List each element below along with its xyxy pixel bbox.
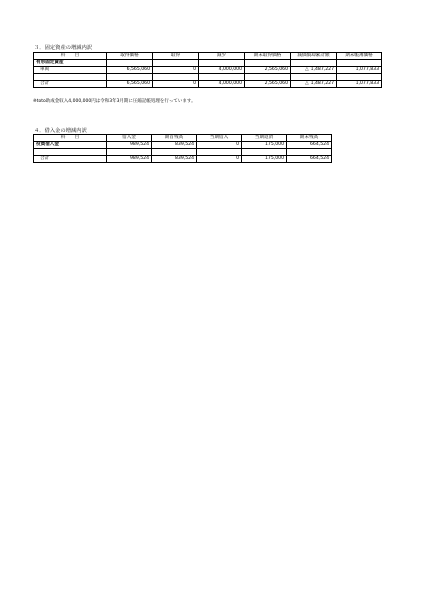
cell: 175,000 — [242, 142, 287, 149]
footnote: ※toto助成金収入4,000,000円は令和3年3月期に圧縮記帳処理を行っています。 — [33, 99, 196, 104]
cell: 2,565,060 — [245, 81, 291, 88]
fixed-assets-table — [33, 52, 382, 88]
section4-title: ４．借入金の増減内訳 — [34, 128, 87, 134]
cell: 175,000 — [242, 156, 287, 163]
cell: 0 — [197, 142, 242, 149]
table-row — [34, 142, 332, 149]
cell: △ 1,487,227 — [291, 67, 337, 74]
col-header-subject: 科 目 — [34, 53, 107, 60]
col-header-borrowed: 当期借入 — [197, 135, 242, 142]
row-label: 車両 — [34, 67, 107, 74]
cell: 0 — [153, 67, 199, 74]
col-header-accum-depr: 減価償却累計額 — [291, 53, 337, 60]
table-row — [34, 149, 332, 156]
col-header-subject: 科 目 — [34, 135, 107, 142]
col-header-closing: 期末残高 — [287, 135, 332, 142]
row-label: 合計 — [34, 156, 107, 163]
col-header-acq-price: 取得価格 — [107, 53, 153, 60]
cell: 1,077,833 — [337, 67, 382, 74]
table-row — [34, 81, 382, 88]
row-label: 役員借入金 — [34, 142, 107, 149]
triangle-marker: △ — [305, 67, 309, 72]
section3-title: ３．固定資産の増減内訳 — [34, 45, 93, 51]
cell: 6,565,060 — [107, 81, 153, 88]
col-header-end-acq-price: 期末取得価格 — [245, 53, 291, 60]
col-header-decrease: 減少 — [199, 53, 245, 60]
group-label: 有形固定資産 — [34, 60, 107, 67]
col-header-book-value: 期末帳簿価格 — [337, 53, 382, 60]
cell: 6,565,060 — [107, 67, 153, 74]
cell: 664,524 — [287, 142, 332, 149]
cell: 664,524 — [287, 156, 332, 163]
cell: 989,524 — [107, 142, 152, 149]
col-header-repaid: 当期返済 — [242, 135, 287, 142]
col-header-opening: 期首残高 — [152, 135, 197, 142]
cell: 839,524 — [152, 156, 197, 163]
row-label: 合計 — [34, 81, 107, 88]
cell: 0 — [197, 156, 242, 163]
cell: 989,524 — [107, 156, 152, 163]
table-row — [34, 156, 332, 163]
loans-table — [33, 134, 332, 163]
table-header-row — [34, 53, 382, 60]
table-header-row — [34, 135, 332, 142]
cell: 839,524 — [152, 142, 197, 149]
table-row — [34, 74, 382, 81]
cell: 2,565,060 — [245, 67, 291, 74]
cell: 4,000,000 — [199, 81, 245, 88]
table-row — [34, 67, 382, 74]
cell: 4,000,000 — [199, 67, 245, 74]
cell: 0 — [153, 81, 199, 88]
col-header-loan: 借入金 — [107, 135, 152, 142]
cell: 1,077,833 — [337, 81, 382, 88]
col-header-acquisition: 取得 — [153, 53, 199, 60]
triangle-marker: △ — [305, 81, 309, 86]
cell: △ 1,487,227 — [291, 81, 337, 88]
table-row — [34, 60, 382, 67]
